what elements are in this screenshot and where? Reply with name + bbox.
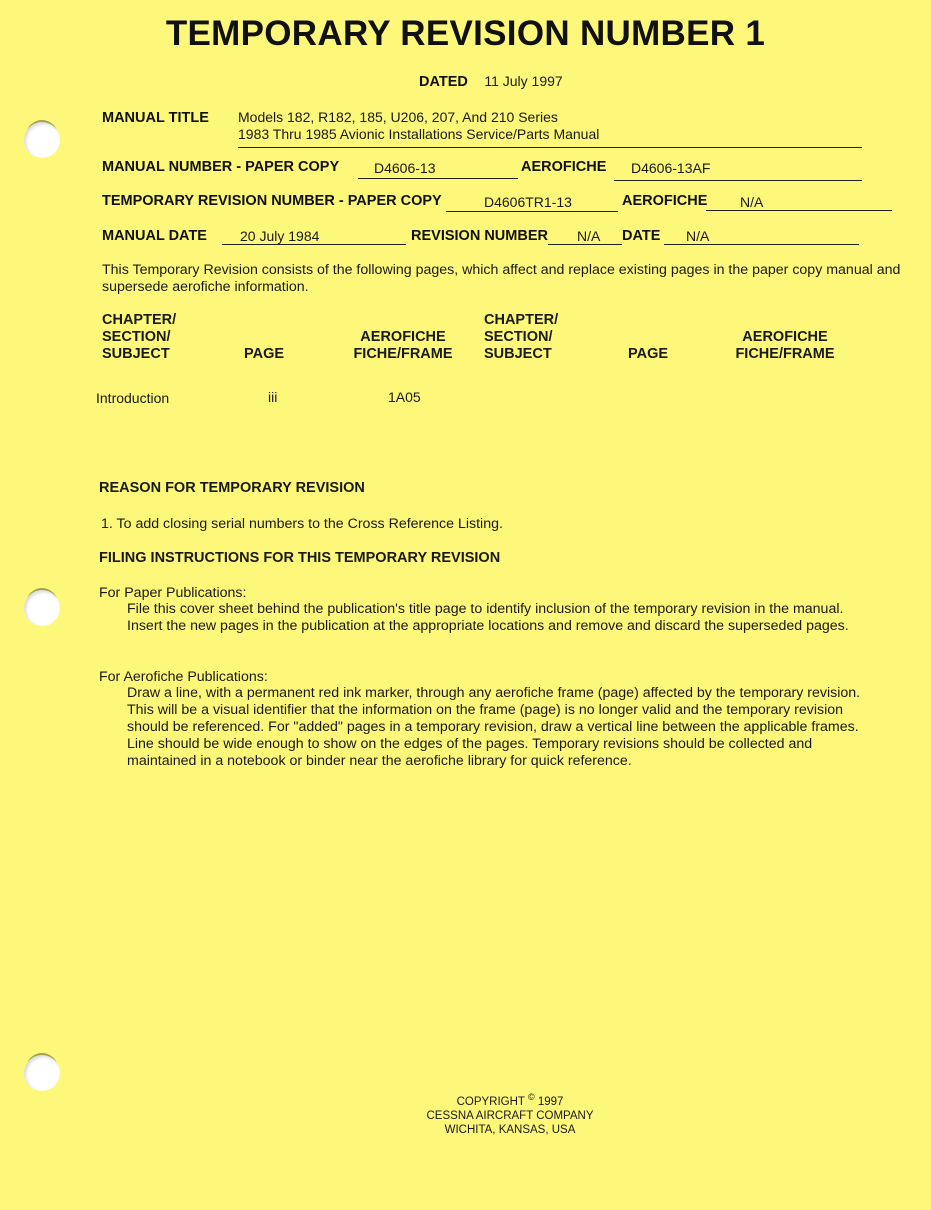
paper-pub-text: File this cover sheet behind the publication's title page to identify inclusion of the temporary revision in the manual. Insert the new pages in the publication at the appropriate locations and remove and discard the superseded pages. [127, 601, 849, 634]
header-page-left: PAGE [244, 346, 285, 362]
document-title: TEMPORARY REVISION NUMBER 1 [165, 14, 766, 53]
manual-aerofiche-value: D4606-13AF [631, 160, 711, 176]
revision-number-label: REVISION NUMBER [411, 228, 548, 244]
manual-title-label: MANUAL TITLE [102, 110, 209, 126]
header-chapter-left: CHAPTER/ SECTION/ SUBJECT [102, 312, 177, 362]
manual-number-value: D4606-13 [374, 160, 436, 176]
reason-text: 1. To add closing serial numbers to the Cross Reference Listing. [101, 516, 503, 532]
dated-value: 11 July 1997 [484, 73, 563, 89]
manual-date-underline [222, 244, 406, 245]
intro-text: This Temporary Revision consists of the following pages, which affect and replace existing pages in the paper copy manual and supersede aerofiche information. [102, 262, 901, 295]
row-frame: 1A05 [388, 389, 421, 405]
manual-aerofiche-label: AEROFICHE [521, 159, 607, 175]
paper-pub-label: For Paper Publications: [99, 585, 247, 601]
header-aerofiche-right: AEROFICHE FICHE/FRAME [735, 329, 835, 362]
copyright-line1: COPYRIGHT © 1997 [456, 1092, 564, 1108]
header-page-right: PAGE [628, 346, 669, 362]
filing-heading: FILING INSTRUCTIONS FOR THIS TEMPORARY REVISION [99, 550, 501, 566]
tr-aerofiche-value: N/A [740, 194, 764, 210]
manual-number-label: MANUAL NUMBER - PAPER COPY [102, 159, 340, 175]
binder-hole-top [24, 122, 60, 158]
tr-number-underline [446, 211, 618, 212]
tr-number-value: D4606TR1-13 [484, 194, 572, 210]
copyright-company: CESSNA AIRCRAFT COMPANY [426, 1109, 594, 1122]
manual-date-label: MANUAL DATE [102, 228, 207, 244]
manual-title-line1: Models 182, R182, 185, U206, 207, And 210 Series [238, 109, 558, 125]
tr-number-label: TEMPORARY REVISION NUMBER - PAPER COPY [102, 193, 442, 209]
tr-aerofiche-underline [706, 210, 892, 211]
tr-aerofiche-label: AEROFICHE [622, 193, 708, 209]
copyright-location: WICHITA, KANSAS, USA [444, 1123, 576, 1136]
row-page: iii [268, 389, 278, 405]
binder-hole-middle [24, 590, 60, 626]
aero-pub-label: For Aerofiche Publications: [99, 669, 268, 685]
aero-pub-text: Draw a line, with a permanent red ink marker, through any aerofiche frame (page) affected by the temporary revision. This will be a visual identifier that the information on the frame (page) is no longer valid and the temporary revision should be referenced. For "added" pages in a temporary revision, draw a vertical line between the applicable frames. Line should be wide enough to show on the edges of the pages. Temporary revisions should be collected and maintained in a notebook or binder near the aerofiche library for quick reference. [127, 685, 861, 769]
revision-number-underline [548, 244, 622, 245]
date-underline [664, 244, 859, 245]
header-aerofiche-left: AEROFICHE FICHE/FRAME [353, 329, 453, 362]
manual-number-underline [358, 178, 518, 179]
revision-number-value: N/A [577, 228, 601, 244]
binder-hole-bottom [24, 1055, 60, 1091]
copyright-block [380, 1090, 640, 1137]
manual-date-value: 20 July 1984 [240, 228, 320, 244]
manual-title-line2: 1983 Thru 1985 Avionic Installations Service/Parts Manual [238, 126, 600, 142]
copyright-symbol: © [527, 1092, 535, 1102]
dated-label: DATED [419, 74, 468, 90]
manual-aerofiche-underline [614, 180, 862, 181]
date-label: DATE [622, 228, 661, 244]
dated-row [419, 73, 563, 91]
date-value: N/A [686, 228, 710, 244]
manual-title-underline [238, 147, 862, 148]
header-chapter-right: CHAPTER/ SECTION/ SUBJECT [484, 312, 559, 362]
row-subject: Introduction [96, 390, 170, 406]
reason-heading: REASON FOR TEMPORARY REVISION [99, 480, 365, 496]
